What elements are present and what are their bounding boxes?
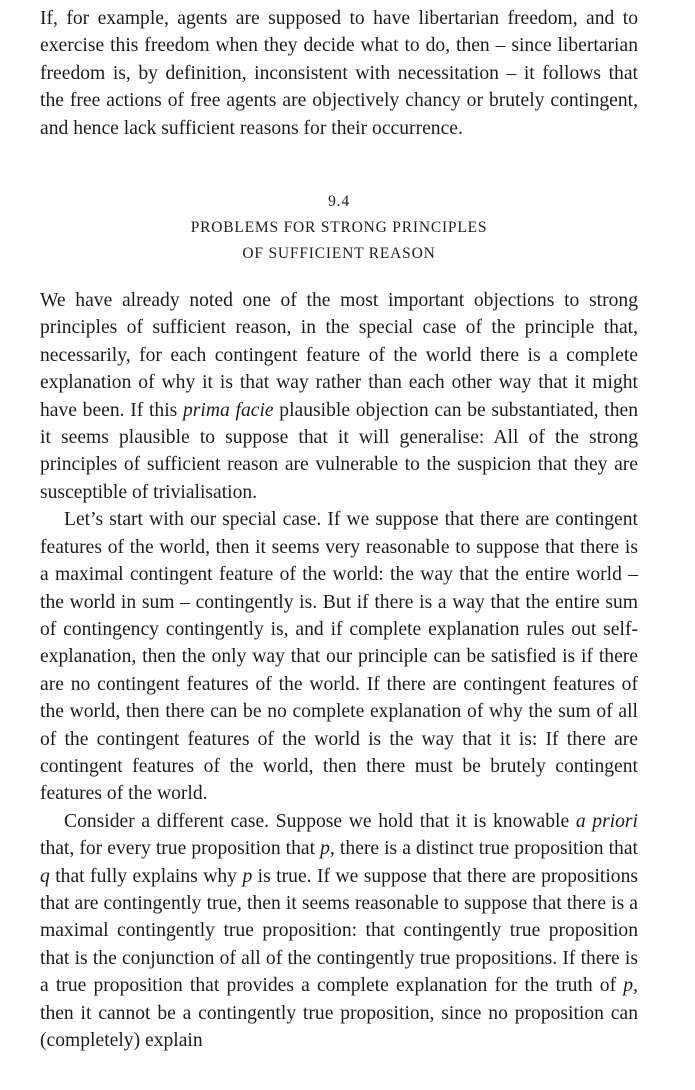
section-heading	[40, 189, 638, 267]
paragraph-text-part: , then it cannot be a contingently true proposition, since no proposition can (completely) explain	[40, 975, 638, 1051]
section-number: 9.4	[328, 193, 350, 211]
section-heading-line-1	[40, 189, 638, 241]
paragraph-text-part: is true. If we suppose that there are propositions that are contingently true, then it seems reasonable to suppose that there is a maximal contingently true proposition: that contingently true proposition that is the conjunction of all of the contingently true propositions. If there is a true proposition that provides a complete explanation for the truth of	[40, 865, 638, 997]
italic-variable: q	[40, 865, 50, 887]
italic-term: a priori	[575, 810, 638, 832]
paragraph-text-part: that fully explains why	[49, 865, 243, 887]
italic-variable: p	[623, 975, 634, 997]
paragraph-text-part: , there is a distinct true proposition that	[329, 838, 638, 860]
paragraph-libertarian-freedom	[40, 5, 638, 142]
paragraph-special-case	[40, 506, 638, 807]
section-title-line-2: OF SUFFICIENT REASON	[242, 245, 436, 263]
italic-variable: p	[320, 838, 330, 860]
paragraph-text-part: plausible objection can be substantiated, then it seems plausible to suppose that it will generalise: All of the strong principles of sufficient reason are vulnerable to the suspicion that they are susceptible of trivialisation.	[40, 399, 639, 503]
paragraph-text: Let’s start with our special case. If we suppose that there are contingent features of the world, then it seems very reasonable to suppose that there is a maximal contingent feature of the world: the way that the entire world – the world in sum – contingently is. But if there is a way that the entire sum of contingency contingently is, and if complete explanation rules out self-explanation, then the only way that our principle can be satisfied is if there are no contingent features of the world. If there are contingent features of the world, then there can be no complete explanation of why the sum of all of the contingent features of the world is the way that it is: If there are contingent features of the world, then there must be brutely contingent features of the world.	[40, 509, 638, 805]
paragraph-text: If, for example, agents are supposed to have libertarian freedom, and to exercise this freedom when they decide what to do, then – since libertarian freedom is, by definition, inconsistent with necessitation – it follows that the free actions of free agents are objectively chancy or brutely contingent, and hence lack sufficient reasons for their occurrence.	[40, 8, 638, 139]
paragraph-text-part: We have already noted one of the most important objections to strong principles of sufficient reason, in the special case of the principle that, necessarily, for each contingent feature of the world there is a complete explanation of why it is that way rather than each other way that it might have been. If this	[40, 290, 638, 421]
section-title-line-1: PROBLEMS FOR STRONG PRINCIPLES	[190, 219, 488, 237]
italic-variable: p	[242, 865, 253, 887]
paragraph-text-part: that, for every true proposition that	[40, 838, 321, 860]
paragraph-text-part: Consider a different case. Suppose we hold that it is knowable	[64, 810, 576, 832]
italic-term: prima facie	[183, 399, 274, 421]
paragraph-objections	[40, 287, 638, 506]
paragraph-different-case	[40, 808, 638, 1055]
page-body	[40, 5, 638, 1054]
